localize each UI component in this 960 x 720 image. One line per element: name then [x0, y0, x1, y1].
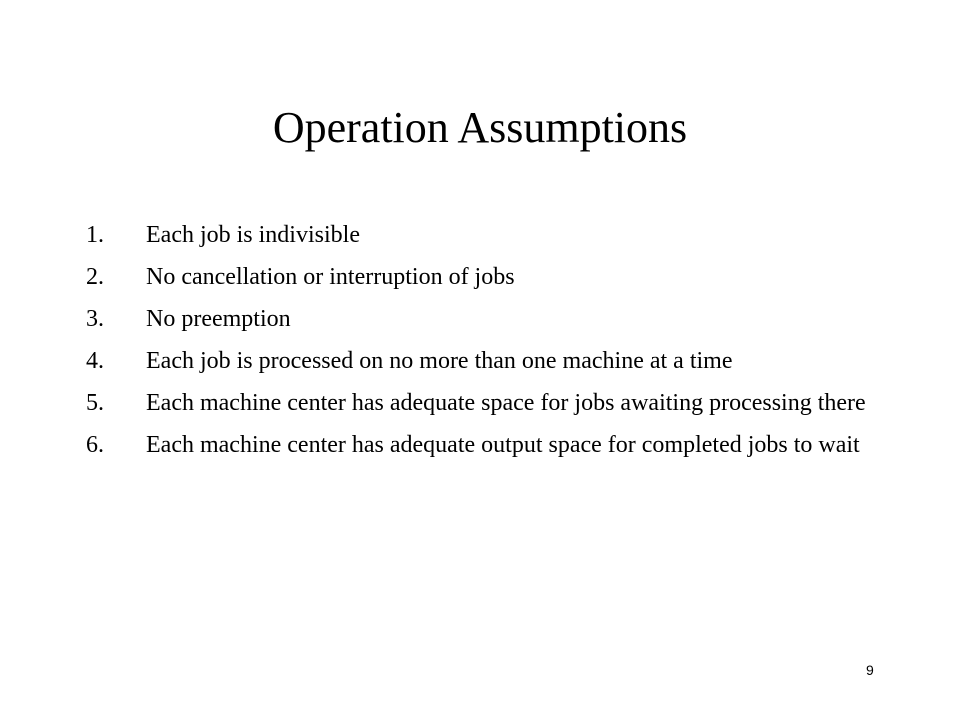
- list-item-number: 6.: [86, 432, 104, 458]
- list-item-text: Each machine center has adequate output space for completed jobs to wait: [146, 432, 860, 458]
- list-item: [86, 260, 886, 294]
- list-item-number: 5.: [86, 390, 104, 416]
- list-item: [86, 344, 886, 378]
- list-item: [86, 428, 886, 462]
- list-item-number: 3.: [86, 306, 104, 332]
- list-item-text: Each machine center has adequate space for jobs awaiting processing there: [146, 390, 866, 416]
- list-item-text: Each job is indivisible: [146, 222, 360, 248]
- slide-title: Operation Assumptions: [272, 103, 688, 152]
- list-item-number: 4.: [86, 348, 104, 374]
- list-item: [86, 386, 886, 420]
- list-item-text: No preemption: [146, 306, 291, 332]
- list-item: [86, 302, 886, 336]
- list-item-number: 2.: [86, 264, 104, 290]
- list-item: [86, 218, 886, 252]
- assumptions-list: [86, 218, 886, 470]
- page-number: 9: [866, 662, 874, 678]
- list-item-text: Each job is processed on no more than one machine at a time: [146, 348, 733, 374]
- list-item-text: No cancellation or interruption of jobs: [146, 264, 515, 290]
- list-item-number: 1.: [86, 222, 104, 248]
